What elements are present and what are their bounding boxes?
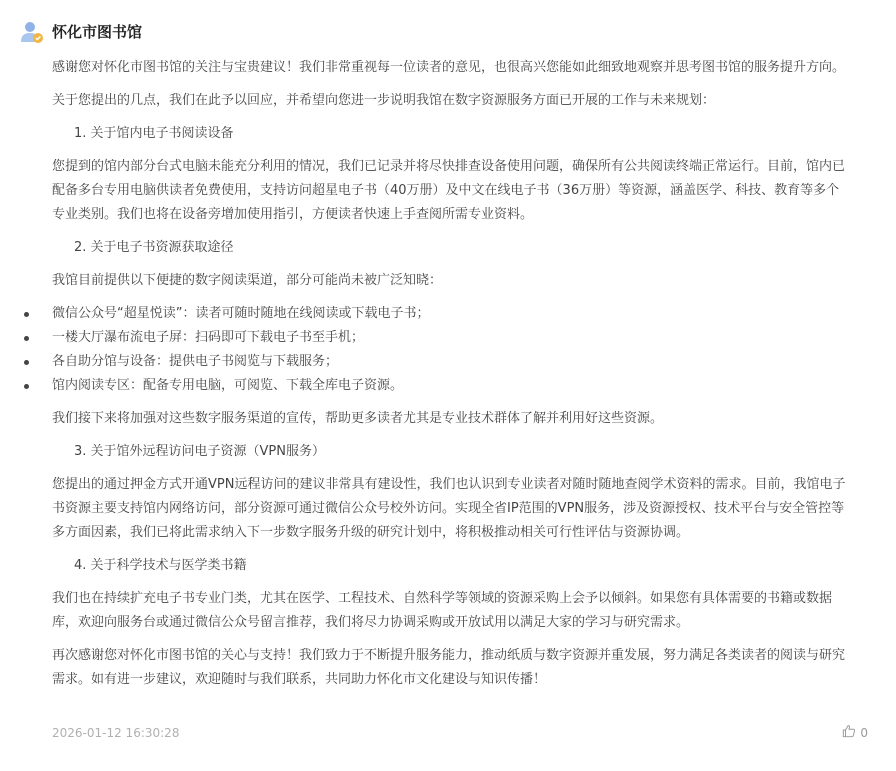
section-2-heading: 2. 关于电子书资源获取途径: [74, 240, 234, 255]
reply-content: [52, 56, 852, 701]
list-item: 一楼大厅瀑布流电子屏：扫码即可下载电子书至手机；: [52, 326, 852, 350]
list-item: 馆内阅读专区：配备专用电脑，可阅览、下载全库电子资源。: [52, 374, 852, 398]
list-item: 微信公众号“超星悦读”：读者可随时随地在线阅读或下载电子书；: [52, 302, 852, 326]
closing-paragraph: 再次感谢您对怀化市图书馆的关心与支持！我们致力于不断提升服务能力，推动纸质与数字资源并重发展，努力满足各类读者的阅读与研究需求。如有进一步建议，欢迎随时与我们联系，共同助力怀化市文化建设与知识传播！: [52, 648, 846, 687]
timestamp: 2026-01-12 16:30:28: [52, 725, 180, 740]
reply-header: [20, 20, 142, 44]
section-2-body: 我馆目前提供以下便捷的数字阅读渠道，部分可能尚未被广泛知晓：: [52, 273, 443, 288]
section-4-heading: 4. 关于科学技术与医学类书籍: [74, 558, 247, 573]
user-badge-icon: [20, 20, 44, 44]
section-3-heading: 3. 关于馆外远程访问电子资源（VPN服务）: [74, 444, 325, 459]
section-4-body: 我们也在持续扩充电子书专业门类，尤其在医学、工程技术、自然科学等领域的资源采购上会予以倾斜。如果您有具体需要的书籍或数据库，欢迎向服务台或通过微信公众号留言推荐，我们将尽力协调采购或开放试用以满足大家的学习与研究需求。: [52, 591, 833, 630]
like-count: 0: [860, 725, 868, 740]
channel-list: [52, 302, 852, 398]
library-name: 怀化市图书馆: [52, 23, 143, 41]
thumbs-up-icon: [842, 724, 856, 741]
section-2-followup: 我们接下来将加强对这些数字服务渠道的宣传，帮助更多读者尤其是专业技术群体了解并利用好这些资源。: [52, 411, 664, 426]
list-item: 各自助分馆与设备：提供电子书阅览与下载服务；: [52, 350, 852, 374]
reply-footer: [52, 724, 868, 741]
intro-paragraph-2: 关于您提出的几点，我们在此予以回应，并希望向您进一步说明我馆在数字资源服务方面已开展的工作与未来规划：: [52, 93, 716, 108]
section-1-body: 您提到的馆内部分台式电脑未能充分利用的情况，我们已记录并将尽快排查设备使用问题，确保所有公共阅读终端正常运行。目前，馆内已配备多台专用电脑供读者免费使用，支持访问超星电子书（40万册）及中文在线电子书（36万册）等资源，涵盖医学、科技、教育等多个专业类别。我们也将在设备旁增加使用指引，方便读者快速上手查阅所需专业资料。: [52, 159, 846, 222]
like-button[interactable]: [842, 724, 868, 741]
section-3-body: 您提出的通过押金方式开通VPN远程访问的建议非常具有建设性，我们也认识到专业读者对随时随地查阅学术资料的需求。目前，我馆电子书资源主要支持馆内网络访问，部分资源可通过微信公众号校外访问。实现全省IP范围的VPN服务，涉及资源授权、技术平台与安全管控等多方面因素，我们已将此需求纳入下一步数字服务升级的研究计划中，将积极推动相关可行性评估与资源协调。: [52, 477, 846, 540]
section-1-heading: 1. 关于馆内电子书阅读设备: [74, 126, 234, 141]
intro-paragraph: 感谢您对怀化市图书馆的关注与宝贵建议！我们非常重视每一位读者的意见，也很高兴您能如此细致地观察并思考图书馆的服务提升方向。: [52, 60, 846, 75]
